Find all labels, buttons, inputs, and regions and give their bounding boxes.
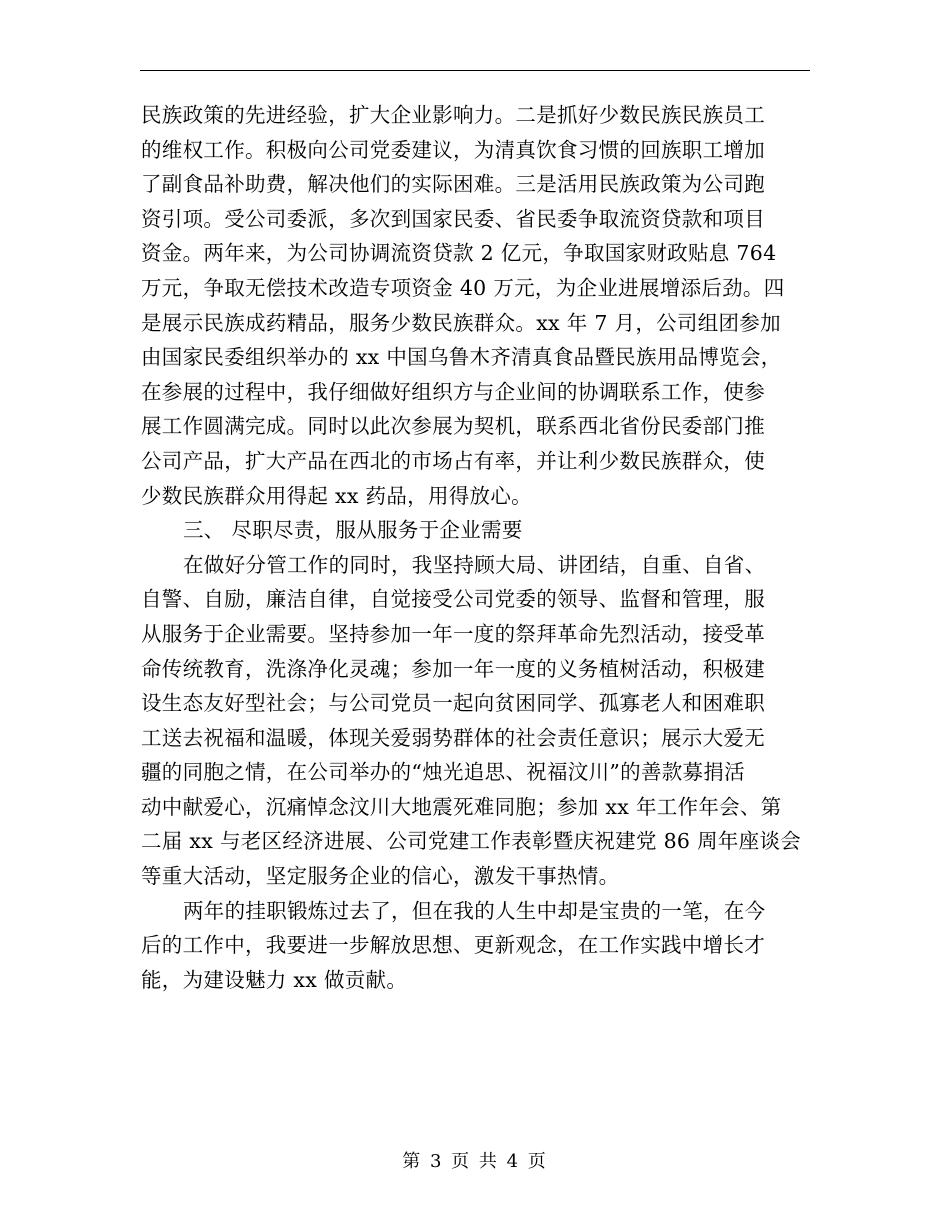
text-line: 命传统教育，洗涤净化灵魂；参加一年一度的义务植树活动，积极建 (141, 656, 765, 681)
text-line: 在做好分管工作的同时，我坚持顾大局、讲团结，自重、自省、 (183, 552, 766, 577)
text-line: 动中献爱心，沉痛悼念汶川大地震死难同胞；参加 xx 年工作年会、第 (141, 794, 782, 819)
text-line: 设生态友好型社会；与公司党员一起向贫困同学、孤寡老人和困难职 (141, 691, 765, 716)
text-line: 民族政策的先进经验，扩大企业影响力。二是抓好少数民族民族员工 (141, 103, 765, 127)
text-line: 后的工作中，我要进一步解放思想、更新观念，在工作实践中增长才 (141, 933, 765, 958)
text-line: 两年的挂职锻炼过去了，但在我的人生中却是宝贵的一笔，在今 (183, 898, 766, 923)
text-line: 二届 xx 与老区经济进展、公司党建工作表彰暨庆祝建党 86 周年座谈会 (141, 829, 802, 854)
text-line: 疆的同胞之情，在公司举办的“烛光追思、祝福汶川”的善款募捐活 (141, 760, 745, 785)
text-line: 从服务于企业需要。坚持参加一年一度的祭拜革命先烈活动，接受革 (141, 621, 765, 646)
text-line: 在参展的过程中，我仔细做好组织方与企业间的协调联系工作，使参 (141, 379, 765, 404)
text-line: 公司产品，扩大产品在西北的市场占有率，并让利少数民族群众，使 (141, 448, 765, 473)
text-line: 的维权工作。积极向公司党委建议，为清真饮食习惯的回族职工增加 (141, 137, 765, 162)
text-line: 展工作圆满完成。同时以此次参展为契机，联系西北省份民委部门推 (141, 414, 765, 439)
header-rule (140, 70, 810, 71)
section-heading: 三、 尽职尽责，服从服务于企业需要 (183, 518, 523, 543)
text-line: 少数民族群众用得起 xx 药品，用得放心。 (141, 483, 532, 508)
text-line: 自警、自励，廉洁自律，自觉接受公司党委的领导、监督和管理，服 (141, 587, 765, 612)
text-line: 了副食品补助费，解决他们的实际困难。三是活用民族政策为公司跑 (141, 172, 765, 197)
text-line: 工送去祝福和温暖，体现关爱弱势群体的社会责任意识；展示大爱无 (141, 725, 765, 750)
document-body (141, 98, 811, 997)
text-line: 能，为建设魅力 xx 做贡献。 (141, 967, 408, 992)
text-line: 等重大活动，坚定服务企业的信心，激发干事热情。 (141, 864, 620, 889)
text-line: 资金。两年来，为公司协调流资贷款 2 亿元，争取国家财政贴息 764 (141, 241, 777, 266)
text-line: 由国家民委组织举办的 xx 中国乌鲁木齐清真食品暨民族用品博览会， (141, 345, 782, 370)
page-number-footer: 第 3 页 共 4 页 (402, 1151, 548, 1172)
text-line: 资引项。受公司委派，多次到国家民委、省民委争取流资贷款和项目 (141, 206, 765, 231)
text-line: 万元，争取无偿技术改造专项资金 40 万元，为企业进展增添后劲。四 (141, 275, 785, 300)
text-line: 是展示民族成药精品，服务少数民族群众。xx 年 7 月，公司组团参加 (141, 310, 781, 335)
